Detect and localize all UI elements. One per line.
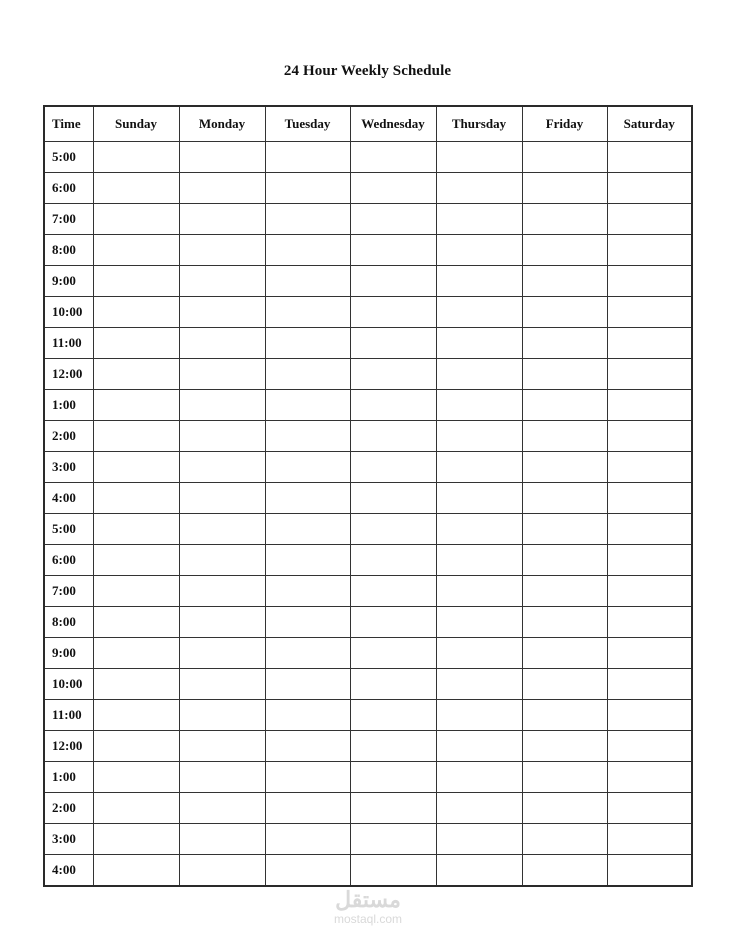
schedule-cell-sunday[interactable] xyxy=(93,452,179,483)
schedule-cell-wednesday[interactable] xyxy=(350,855,436,887)
schedule-cell-sunday[interactable] xyxy=(93,762,179,793)
schedule-cell-sunday[interactable] xyxy=(93,855,179,887)
schedule-cell-monday[interactable] xyxy=(179,266,265,297)
schedule-cell-saturday[interactable] xyxy=(607,638,692,669)
schedule-cell-wednesday[interactable] xyxy=(350,359,436,390)
schedule-cell-monday[interactable] xyxy=(179,669,265,700)
schedule-cell-friday[interactable] xyxy=(522,762,607,793)
schedule-cell-wednesday[interactable] xyxy=(350,390,436,421)
schedule-cell-sunday[interactable] xyxy=(93,142,179,173)
schedule-cell-thursday[interactable] xyxy=(436,762,522,793)
schedule-cell-tuesday[interactable] xyxy=(265,638,350,669)
schedule-cell-wednesday[interactable] xyxy=(350,762,436,793)
time-label: 7:00 xyxy=(44,204,93,235)
schedule-cell-tuesday[interactable] xyxy=(265,204,350,235)
schedule-cell-tuesday[interactable] xyxy=(265,824,350,855)
schedule-cell-saturday[interactable] xyxy=(607,731,692,762)
schedule-cell-thursday[interactable] xyxy=(436,514,522,545)
schedule-cell-thursday[interactable] xyxy=(436,359,522,390)
schedule-cell-monday[interactable] xyxy=(179,545,265,576)
watermark-logo: مستقل xyxy=(335,887,401,912)
schedule-cell-tuesday[interactable] xyxy=(265,359,350,390)
table-row xyxy=(44,266,692,297)
schedule-cell-wednesday[interactable] xyxy=(350,607,436,638)
header-row xyxy=(44,106,692,142)
table-row xyxy=(44,359,692,390)
watermark xyxy=(318,888,418,926)
schedule-cell-monday[interactable] xyxy=(179,204,265,235)
schedule-cell-friday[interactable] xyxy=(522,793,607,824)
time-label: 7:00 xyxy=(44,576,93,607)
schedule-cell-sunday[interactable] xyxy=(93,576,179,607)
schedule-cell-friday[interactable] xyxy=(522,421,607,452)
day-header-wednesday: Wednesday xyxy=(350,106,436,142)
schedule-cell-monday[interactable] xyxy=(179,173,265,204)
time-label: 12:00 xyxy=(44,359,93,390)
schedule-cell-monday[interactable] xyxy=(179,235,265,266)
time-label: 3:00 xyxy=(44,452,93,483)
time-label: 2:00 xyxy=(44,421,93,452)
schedule-cell-friday[interactable] xyxy=(522,576,607,607)
table-row xyxy=(44,173,692,204)
schedule-cell-friday[interactable] xyxy=(522,731,607,762)
day-header-saturday: Saturday xyxy=(607,106,692,142)
schedule-cell-wednesday[interactable] xyxy=(350,328,436,359)
watermark-site: mostaql.com xyxy=(333,912,403,926)
schedule-cell-thursday[interactable] xyxy=(436,607,522,638)
schedule-cell-monday[interactable] xyxy=(179,452,265,483)
schedule-cell-saturday[interactable] xyxy=(607,762,692,793)
schedule-cell-monday[interactable] xyxy=(179,731,265,762)
schedule-cell-wednesday[interactable] xyxy=(350,421,436,452)
schedule-cell-sunday[interactable] xyxy=(93,421,179,452)
schedule-cell-saturday[interactable] xyxy=(607,266,692,297)
schedule-cell-friday[interactable] xyxy=(522,669,607,700)
time-column-header: Time xyxy=(44,106,93,142)
time-label: 4:00 xyxy=(44,483,93,514)
schedule-cell-saturday[interactable] xyxy=(607,576,692,607)
time-label: 2:00 xyxy=(44,793,93,824)
schedule-cell-thursday[interactable] xyxy=(436,731,522,762)
page-title: 24 Hour Weekly Schedule xyxy=(283,63,452,79)
schedule-cell-wednesday[interactable] xyxy=(350,576,436,607)
table-row xyxy=(44,731,692,762)
table-row xyxy=(44,824,692,855)
schedule-cell-friday[interactable] xyxy=(522,266,607,297)
schedule-cell-thursday[interactable] xyxy=(436,297,522,328)
schedule-cell-sunday[interactable] xyxy=(93,204,179,235)
schedule-cell-wednesday[interactable] xyxy=(350,173,436,204)
table-row xyxy=(44,452,692,483)
day-header-tuesday: Tuesday xyxy=(265,106,350,142)
schedule-cell-saturday[interactable] xyxy=(607,328,692,359)
schedule-cell-thursday[interactable] xyxy=(436,421,522,452)
weekly-schedule-table xyxy=(43,105,693,887)
schedule-cell-monday[interactable] xyxy=(179,421,265,452)
time-label: 9:00 xyxy=(44,638,93,669)
schedule-cell-friday[interactable] xyxy=(522,359,607,390)
time-label: 4:00 xyxy=(44,855,93,887)
schedule-cell-wednesday[interactable] xyxy=(350,483,436,514)
schedule-cell-saturday[interactable] xyxy=(607,359,692,390)
schedule-cell-monday[interactable] xyxy=(179,359,265,390)
schedule-cell-wednesday[interactable] xyxy=(350,235,436,266)
schedule-cell-monday[interactable] xyxy=(179,762,265,793)
schedule-cell-wednesday[interactable] xyxy=(350,731,436,762)
schedule-cell-tuesday[interactable] xyxy=(265,855,350,887)
schedule-cell-saturday[interactable] xyxy=(607,545,692,576)
schedule-cell-tuesday[interactable] xyxy=(265,142,350,173)
schedule-cell-monday[interactable] xyxy=(179,390,265,421)
schedule-cell-thursday[interactable] xyxy=(436,545,522,576)
schedule-cell-saturday[interactable] xyxy=(607,297,692,328)
table-row xyxy=(44,793,692,824)
schedule-cell-thursday[interactable] xyxy=(436,452,522,483)
time-label: 8:00 xyxy=(44,235,93,266)
schedule-cell-saturday[interactable] xyxy=(607,669,692,700)
schedule-cell-tuesday[interactable] xyxy=(265,483,350,514)
day-header-thursday: Thursday xyxy=(436,106,522,142)
schedule-cell-saturday[interactable] xyxy=(607,142,692,173)
schedule-cell-thursday[interactable] xyxy=(436,390,522,421)
table-row xyxy=(44,669,692,700)
schedule-cell-friday[interactable] xyxy=(522,483,607,514)
schedule-cell-saturday[interactable] xyxy=(607,421,692,452)
schedule-cell-friday[interactable] xyxy=(522,328,607,359)
schedule-cell-monday[interactable] xyxy=(179,576,265,607)
time-label: 12:00 xyxy=(44,731,93,762)
schedule-cell-saturday[interactable] xyxy=(607,607,692,638)
schedule-cell-tuesday[interactable] xyxy=(265,328,350,359)
schedule-cell-saturday[interactable] xyxy=(607,514,692,545)
schedule-cell-wednesday[interactable] xyxy=(350,545,436,576)
schedule-cell-tuesday[interactable] xyxy=(265,235,350,266)
schedule-cell-monday[interactable] xyxy=(179,483,265,514)
schedule-cell-monday[interactable] xyxy=(179,514,265,545)
time-label: 6:00 xyxy=(44,173,93,204)
schedule-cell-tuesday[interactable] xyxy=(265,266,350,297)
schedule-cell-monday[interactable] xyxy=(179,638,265,669)
time-label: 5:00 xyxy=(44,514,93,545)
schedule-cell-tuesday[interactable] xyxy=(265,297,350,328)
schedule-cell-friday[interactable] xyxy=(522,452,607,483)
table-row xyxy=(44,142,692,173)
schedule-cell-tuesday[interactable] xyxy=(265,731,350,762)
schedule-cell-monday[interactable] xyxy=(179,855,265,887)
schedule-cell-monday[interactable] xyxy=(179,793,265,824)
schedule-cell-wednesday[interactable] xyxy=(350,204,436,235)
schedule-cell-sunday[interactable] xyxy=(93,483,179,514)
schedule-cell-saturday[interactable] xyxy=(607,824,692,855)
schedule-cell-saturday[interactable] xyxy=(607,235,692,266)
schedule-cell-wednesday[interactable] xyxy=(350,700,436,731)
time-label: 5:00 xyxy=(44,142,93,173)
schedule-cell-sunday[interactable] xyxy=(93,545,179,576)
schedule-cell-thursday[interactable] xyxy=(436,328,522,359)
schedule-cell-thursday[interactable] xyxy=(436,700,522,731)
table-row xyxy=(44,762,692,793)
schedule-cell-tuesday[interactable] xyxy=(265,390,350,421)
schedule-cell-friday[interactable] xyxy=(522,545,607,576)
table-row xyxy=(44,483,692,514)
schedule-cell-tuesday[interactable] xyxy=(265,452,350,483)
schedule-cell-friday[interactable] xyxy=(522,824,607,855)
schedule-cell-friday[interactable] xyxy=(522,700,607,731)
table-row xyxy=(44,607,692,638)
table-row xyxy=(44,297,692,328)
schedule-cell-tuesday[interactable] xyxy=(265,793,350,824)
schedule-cell-sunday[interactable] xyxy=(93,824,179,855)
schedule-cell-friday[interactable] xyxy=(522,173,607,204)
schedule-cell-wednesday[interactable] xyxy=(350,514,436,545)
schedule-cell-wednesday[interactable] xyxy=(350,638,436,669)
schedule-cell-tuesday[interactable] xyxy=(265,700,350,731)
schedule-cell-thursday[interactable] xyxy=(436,173,522,204)
table-row xyxy=(44,514,692,545)
schedule-cell-friday[interactable] xyxy=(522,235,607,266)
time-label: 10:00 xyxy=(44,297,93,328)
schedule-cell-wednesday[interactable] xyxy=(350,452,436,483)
schedule-cell-thursday[interactable] xyxy=(436,204,522,235)
schedule-cell-sunday[interactable] xyxy=(93,638,179,669)
schedule-cell-tuesday[interactable] xyxy=(265,421,350,452)
schedule-cell-thursday[interactable] xyxy=(436,235,522,266)
schedule-cell-saturday[interactable] xyxy=(607,483,692,514)
schedule-cell-saturday[interactable] xyxy=(607,793,692,824)
schedule-cell-tuesday[interactable] xyxy=(265,669,350,700)
time-label: 1:00 xyxy=(44,762,93,793)
schedule-cell-sunday[interactable] xyxy=(93,793,179,824)
schedule-cell-friday[interactable] xyxy=(522,514,607,545)
schedule-cell-monday[interactable] xyxy=(179,607,265,638)
time-label: 1:00 xyxy=(44,390,93,421)
day-header-friday: Friday xyxy=(522,106,607,142)
schedule-cell-thursday[interactable] xyxy=(436,638,522,669)
schedule-cell-sunday[interactable] xyxy=(93,390,179,421)
schedule-cell-thursday[interactable] xyxy=(436,793,522,824)
table-row xyxy=(44,576,692,607)
schedule-cell-monday[interactable] xyxy=(179,328,265,359)
schedule-cell-saturday[interactable] xyxy=(607,204,692,235)
table-row xyxy=(44,638,692,669)
schedule-cell-tuesday[interactable] xyxy=(265,607,350,638)
schedule-cell-sunday[interactable] xyxy=(93,607,179,638)
day-header-sunday: Sunday xyxy=(93,106,179,142)
schedule-cell-wednesday[interactable] xyxy=(350,297,436,328)
schedule-cell-thursday[interactable] xyxy=(436,824,522,855)
time-label: 8:00 xyxy=(44,607,93,638)
schedule-cell-wednesday[interactable] xyxy=(350,142,436,173)
schedule-cell-thursday[interactable] xyxy=(436,855,522,887)
schedule-cell-wednesday[interactable] xyxy=(350,266,436,297)
time-label: 3:00 xyxy=(44,824,93,855)
table-row xyxy=(44,235,692,266)
schedule-cell-saturday[interactable] xyxy=(607,700,692,731)
schedule-cell-wednesday[interactable] xyxy=(350,824,436,855)
schedule-cell-thursday[interactable] xyxy=(436,576,522,607)
schedule-cell-friday[interactable] xyxy=(522,855,607,887)
schedule-cell-thursday[interactable] xyxy=(436,142,522,173)
schedule-cell-wednesday[interactable] xyxy=(350,669,436,700)
schedule-cell-sunday[interactable] xyxy=(93,235,179,266)
schedule-cell-saturday[interactable] xyxy=(607,855,692,887)
schedule-cell-friday[interactable] xyxy=(522,204,607,235)
schedule-cell-monday[interactable] xyxy=(179,700,265,731)
schedule-cell-monday[interactable] xyxy=(179,824,265,855)
table-row xyxy=(44,390,692,421)
schedule-cell-sunday[interactable] xyxy=(93,731,179,762)
time-label: 10:00 xyxy=(44,669,93,700)
schedule-cell-thursday[interactable] xyxy=(436,483,522,514)
schedule-cell-saturday[interactable] xyxy=(607,173,692,204)
schedule-cell-sunday[interactable] xyxy=(93,669,179,700)
schedule-cell-thursday[interactable] xyxy=(436,669,522,700)
schedule-cell-friday[interactable] xyxy=(522,142,607,173)
schedule-cell-tuesday[interactable] xyxy=(265,514,350,545)
schedule-cell-thursday[interactable] xyxy=(436,266,522,297)
schedule-cell-saturday[interactable] xyxy=(607,390,692,421)
schedule-cell-tuesday[interactable] xyxy=(265,576,350,607)
table-row xyxy=(44,545,692,576)
table-row xyxy=(44,700,692,731)
schedule-cell-saturday[interactable] xyxy=(607,452,692,483)
table-row xyxy=(44,204,692,235)
table-row xyxy=(44,328,692,359)
schedule-cell-monday[interactable] xyxy=(179,142,265,173)
schedule-cell-friday[interactable] xyxy=(522,638,607,669)
schedule-cell-sunday[interactable] xyxy=(93,328,179,359)
schedule-cell-tuesday[interactable] xyxy=(265,173,350,204)
schedule-cell-tuesday[interactable] xyxy=(265,545,350,576)
schedule-cell-sunday[interactable] xyxy=(93,514,179,545)
schedule-cell-sunday[interactable] xyxy=(93,297,179,328)
time-label: 11:00 xyxy=(44,700,93,731)
schedule-cell-friday[interactable] xyxy=(522,390,607,421)
schedule-cell-tuesday[interactable] xyxy=(265,762,350,793)
time-label: 9:00 xyxy=(44,266,93,297)
schedule-cell-monday[interactable] xyxy=(179,297,265,328)
schedule-cell-friday[interactable] xyxy=(522,607,607,638)
day-header-monday: Monday xyxy=(179,106,265,142)
time-label: 6:00 xyxy=(44,545,93,576)
schedule-cell-sunday[interactable] xyxy=(93,700,179,731)
table-row xyxy=(44,855,692,887)
schedule-cell-wednesday[interactable] xyxy=(350,793,436,824)
table-row xyxy=(44,421,692,452)
time-label: 11:00 xyxy=(44,328,93,359)
schedule-cell-friday[interactable] xyxy=(522,297,607,328)
schedule-cell-sunday[interactable] xyxy=(93,266,179,297)
schedule-cell-sunday[interactable] xyxy=(93,173,179,204)
schedule-cell-sunday[interactable] xyxy=(93,359,179,390)
